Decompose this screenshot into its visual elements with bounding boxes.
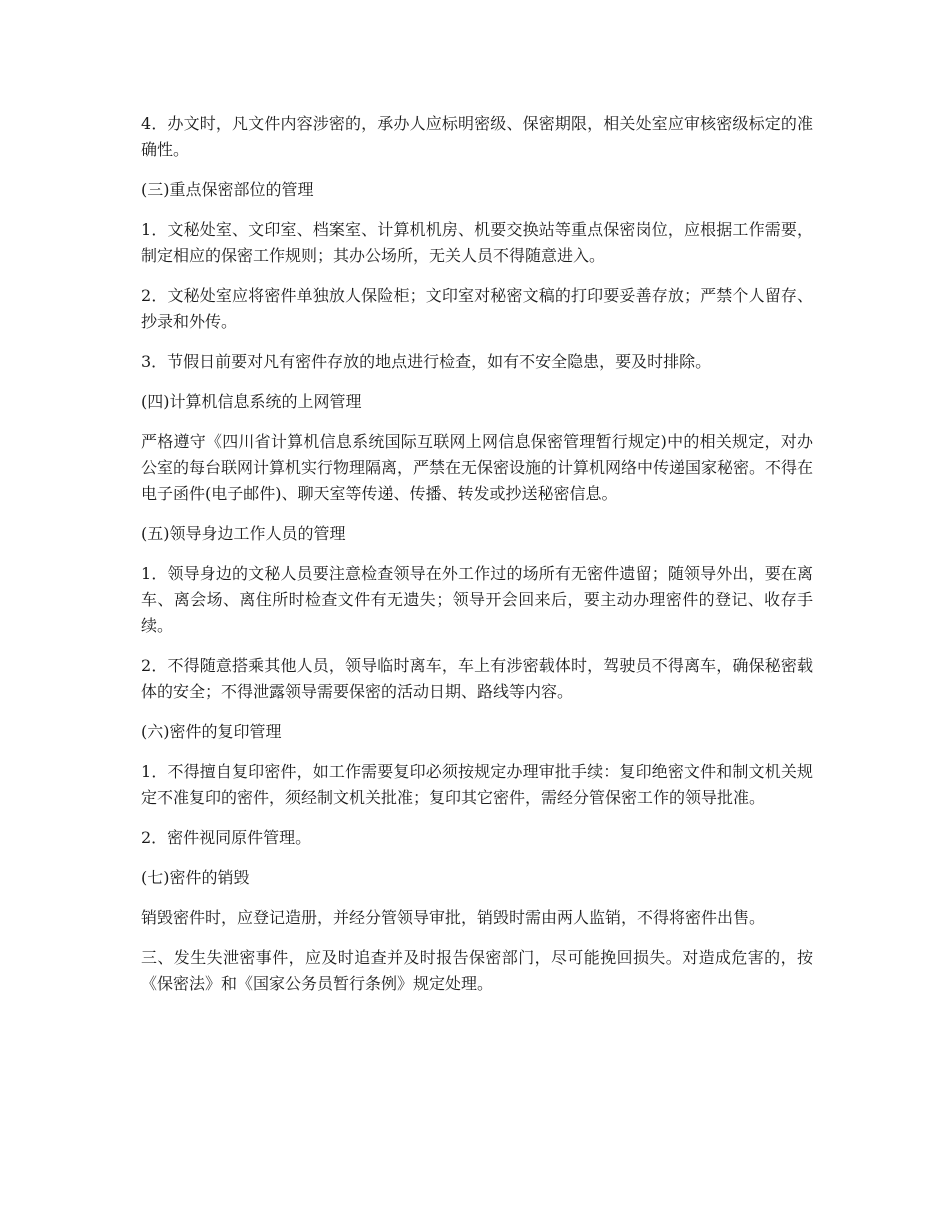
section-heading-destruction: (七)密件的销毁 xyxy=(141,868,250,887)
paragraph-network-rules: 严格遵守《四川省计算机信息系统国际互联网上网信息保密管理暂行规定)中的相关规定，对办公室的每台联网计算机实行物理隔离，严禁在无保密设施的计算机网络中传递国家秘密。不得在电子函件(电子邮件)、聊天室等传递、传播、转发或抄送秘密信息。 xyxy=(141,432,814,503)
paragraph-item-4-text: 4．办文时，凡文件内容涉密的，承办人应标明密级、保密期限，相关处室应审核密级标定的准确性。 xyxy=(141,114,813,159)
document-body xyxy=(141,111,813,1011)
paragraph-leak-handling: 三、发生失泄密事件，应及时追查并及时报告保密部门，尽可能挽回损失。对造成危害的，按《保密法》和《国家公务员暂行条例》规定处理。 xyxy=(141,948,813,993)
paragraph-copy-as-original: 2．密件视同原件管理。 xyxy=(141,828,312,847)
section-heading-leader-staff: (五)领导身边工作人员的管理 xyxy=(141,524,346,543)
paragraph-driver-duties: 2．不得随意搭乘其他人员，领导临时离车，车上有涉密载体时，驾驶员不得离车，确保秘密载体的安全；不得泄露领导需要保密的活动日期、路线等内容。 xyxy=(141,656,813,701)
section-heading-copying: (六)密件的复印管理 xyxy=(141,722,282,741)
paragraph-key-posts: 1．文秘处室、文印室、档案室、计算机机房、机要交换站等重点保密岗位，应根据工作需要，制定相应的保密工作规则；其办公场所，无关人员不得随意进入。 xyxy=(141,220,813,265)
section-heading-computer-network: (四)计算机信息系统的上网管理 xyxy=(141,392,362,411)
paragraph-holiday-check: 3．节假日前要对凡有密件存放的地点进行检查，如有不安全隐患，要及时排除。 xyxy=(141,352,712,371)
paragraph-secretary-duties: 1．领导身边的文秘人员要注意检查领导在外工作过的场所有无密件遗留；随领导外出，要在离车、离会场、离住所时检查文件有无遗失；领导开会回来后，要主动办理密件的登记、收存手续。 xyxy=(141,564,813,635)
paragraph-destruction-rules: 销毁密件时，应登记造册，并经分管领导审批，销毁时需由两人监销，不得将密件出售。 xyxy=(141,908,766,927)
paragraph-copy-approval: 1．不得擅自复印密件，如工作需要复印必须按规定办理审批手续：复印绝密文件和制文机关规定不准复印的密件，须经制文机关批准；复印其它密件，需经分管保密工作的领导批准。 xyxy=(141,762,813,807)
section-heading-key-locations: (三)重点保密部位的管理 xyxy=(141,180,314,199)
paragraph-safe-storage: 2．文秘处室应将密件单独放人保险柜；文印室对秘密文稿的打印要妥善存放；严禁个人留存、抄录和外传。 xyxy=(141,286,813,331)
